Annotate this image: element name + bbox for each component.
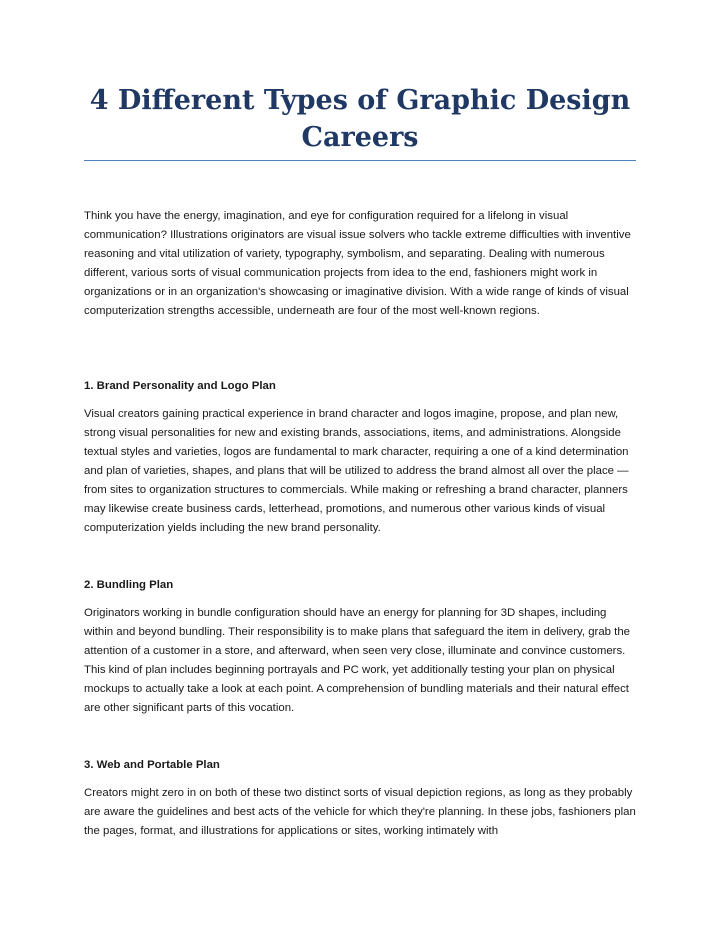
section-heading-web: 3. Web and Portable Plan	[84, 759, 220, 771]
intro-paragraph: Think you have the energy, imagination, and eye for configuration required for a lifelong in visual communication? Illustrations originators are visual issue solvers who tackle extreme difficulties with inventive reasoning and vital utilization of variety, typography, symbolism, and separating. Dealing with numerous different, various sorts of visual communication projects from idea to the end, fashioners might work in organizations or in an organization's showcasing or imaginative division. With a wide range of kinds of visual computerization strengths accessible, underneath are four of the most well-known regions.	[84, 210, 631, 317]
page-title: 4 Different Types of Graphic Design Careers	[89, 85, 631, 153]
title-divider	[84, 160, 636, 161]
section-body-bundling: Originators working in bundle configuration should have an energy for planning for 3D shapes, including within and beyond bundling. Their responsibility is to make plans that safeguard the item in delivery, grab the attention of a customer in a store, and afterward, when seen very close, illuminate and convince customers. This kind of plan includes beginning portrayals and PC work, yet additionally testing your plan on physical mockups to actually take a look at each point. A comprehension of bundling materials and their natural effect are other significant parts of this vocation.	[84, 607, 631, 714]
section-body-web: Creators might zero in on both of these two distinct sorts of visual depiction regions, as long as they probably are aware the guidelines and best acts of the vehicle for which they're planning. In these jobs, fashioners plan the pages, format, and illustrations for applications or sites, working intimately with	[84, 787, 636, 837]
section-heading-brand: 1. Brand Personality and Logo Plan	[84, 380, 276, 392]
section-heading-bundling: 2. Bundling Plan	[84, 579, 174, 591]
section-body-brand: Visual creators gaining practical experience in brand character and logos imagine, propose, and plan new, strong visual personalities for new and existing brands, associations, items, and administrations. Alongside textual styles and varieties, logos are fundamental to mark character, requiring a one of a kind determination and plan of varieties, shapes, and plans that will be utilized to address the brand almost all over the place — from sites to organization structures to commercials. While making or refreshing a brand character, planners may likewise create business cards, letterhead, promotions, and numerous other various kinds of visual computerization yields including the new brand personality.	[84, 408, 629, 534]
